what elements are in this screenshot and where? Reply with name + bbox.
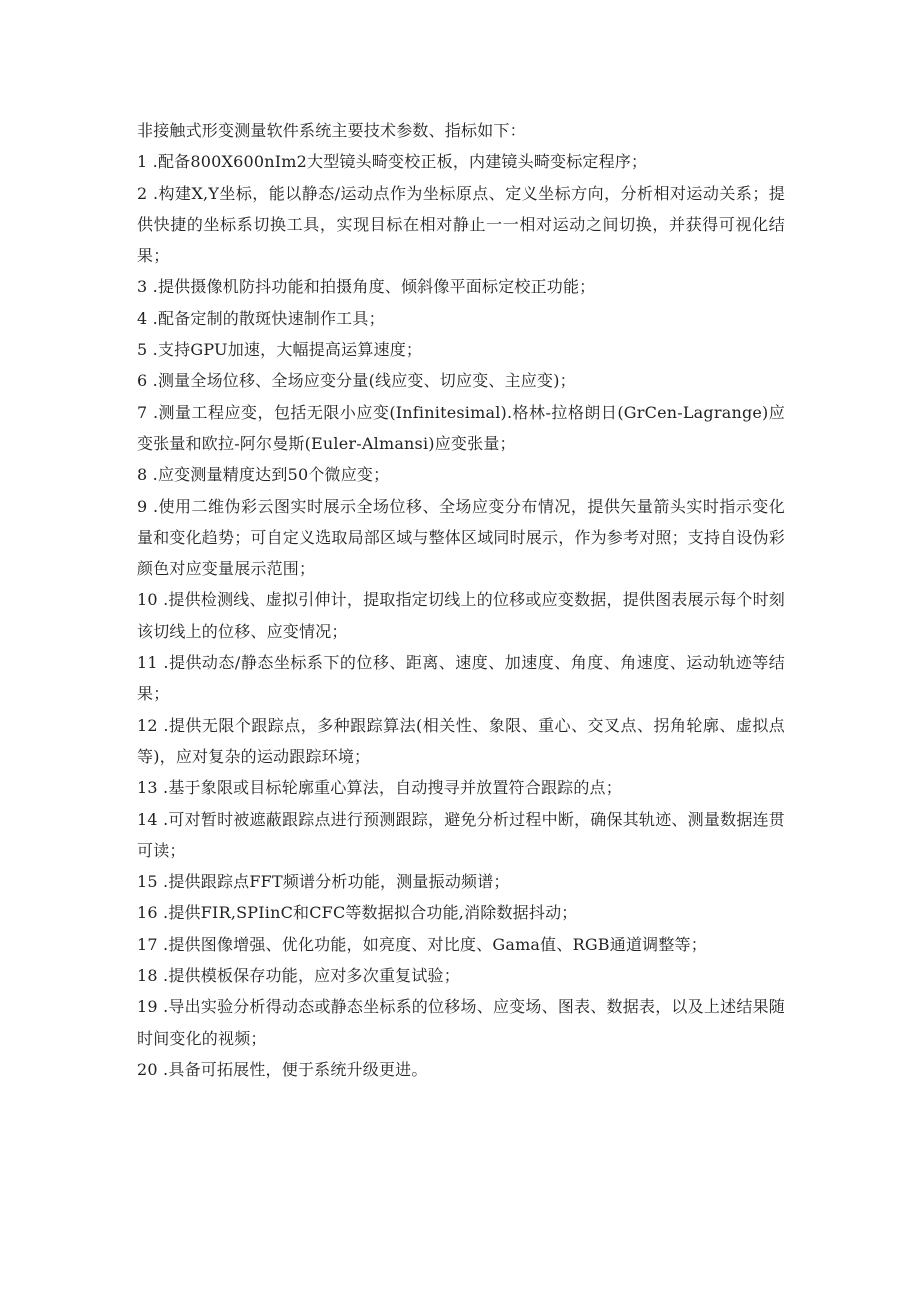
spec-item-number: 6	[137, 371, 148, 391]
spec-item	[137, 929, 785, 960]
spec-item	[137, 960, 785, 991]
spec-item-text: 提供图像增强、优化功能，如亮度、对比度、Gama值、RGB通道调整等；	[168, 934, 707, 954]
document-body	[137, 115, 785, 1085]
spec-item	[137, 991, 785, 1054]
spec-item-separator: .	[147, 308, 158, 328]
spec-item-number: 5	[137, 340, 148, 360]
spec-item-separator: .	[147, 152, 158, 172]
intro-paragraph: 非接触式形变测量软件系统主要技术参数、指标如下：	[137, 121, 526, 140]
spec-item-number: 11	[137, 653, 158, 673]
spec-item-text: 提供检测线、虚拟引伸计，提取指定切线上的位移或应变数据，提供图表展示每个时刻该切线上的位移、应变情况；	[137, 590, 785, 641]
spec-item	[137, 772, 785, 803]
spec-item	[137, 491, 785, 585]
spec-item-text: 提供摄像机防抖功能和拍摄角度、倾斜像平面标定校正功能；	[157, 277, 596, 297]
spec-item	[137, 804, 785, 867]
spec-item-number: 20	[137, 1059, 158, 1079]
spec-item-separator: .	[157, 966, 169, 986]
spec-item-text: 提供动态/静态坐标系下的位移、距离、速度、加速度、角度、角速度、运动轨迹等结果；	[137, 653, 785, 704]
spec-item	[137, 459, 785, 490]
spec-item-separator: .	[157, 653, 169, 673]
spec-item	[137, 146, 785, 177]
spec-item-number: 19	[137, 997, 158, 1017]
spec-item-number: 12	[137, 715, 158, 735]
spec-item-separator: .	[157, 809, 169, 829]
spec-item-text: 提供跟踪点FFT频谱分析功能，测量振动频谱；	[168, 872, 510, 892]
spec-item	[137, 584, 785, 647]
spec-item	[137, 365, 785, 396]
spec-item-text: 构建X,Y坐标，能以静态/运动点作为坐标原点、定义坐标方向，分析相对运动关系；提供快捷的坐标系切换工具，实现目标在相对静止一一相对运动之间切换，并获得可视化结果；	[137, 183, 785, 266]
spec-item-separator: .	[147, 183, 159, 203]
spec-item-separator: .	[157, 997, 169, 1017]
spec-item-separator: .	[147, 340, 158, 360]
spec-item-separator: .	[147, 277, 158, 297]
spec-item-text: 基于象限或目标轮廓重心算法，自动搜寻并放置符合跟踪的点；	[168, 778, 622, 798]
spec-item-number: 16	[137, 903, 158, 923]
spec-item-text: 配备定制的散斑快速制作工具；	[157, 308, 385, 328]
spec-item-separator: .	[157, 872, 169, 892]
spec-item-number: 1	[137, 152, 148, 172]
spec-item-text: 导出实验分析得动态或静态坐标系的位移场、应变场、图表、数据表，以及上述结果随时间变化的视频；	[137, 997, 785, 1048]
spec-item-number: 3	[137, 277, 148, 297]
spec-item-text: 应变测量精度达到50个微应变；	[157, 465, 390, 485]
spec-item-separator: .	[157, 903, 169, 923]
spec-item	[137, 1054, 785, 1085]
spec-item	[137, 897, 785, 928]
spec-item-number: 18	[137, 966, 158, 986]
spec-item-separator: .	[157, 1059, 169, 1079]
spec-item	[137, 710, 785, 773]
spec-item-text: 可对暂时被遮蔽跟踪点进行预测跟踪，避免分析过程中断，确保其轨迹、测量数据连贯可读；	[137, 809, 785, 860]
spec-item-text: 提供无限个跟踪点，多种跟踪算法(相关性、象限、重心、交叉点、拐角轮廓、虚拟点等)，应对复杂的运动跟踪环境；	[137, 715, 786, 766]
spec-item-text: 提供FIR,SPIinC和CFC等数据拟合功能,消除数据抖动；	[168, 903, 578, 923]
spec-item-text: 配备800X600nIm2大型镜头畸变校正板，内建镜头畸变标定程序；	[157, 152, 648, 172]
spec-item-number: 7	[137, 402, 148, 422]
spec-item-separator: .	[147, 402, 159, 422]
spec-item	[137, 397, 785, 460]
spec-item-text: 具备可拓展性，便于系统升级更进。	[168, 1059, 428, 1079]
spec-item-number: 14	[137, 809, 158, 829]
spec-item-number: 10	[137, 590, 158, 610]
spec-item	[137, 334, 785, 365]
spec-item-separator: .	[147, 465, 158, 485]
spec-item	[137, 866, 785, 897]
spec-item-text: 使用二维伪彩云图实时展示全场位移、全场应变分布情况，提供矢量箭头实时指示变化量和变化趋势；可自定义选取局部区域与整体区域同时展示，作为参考对照；支持自设伪彩颜色对应变量展示范围；	[137, 496, 786, 579]
spec-item	[137, 271, 785, 302]
spec-item-separator: .	[157, 934, 169, 954]
spec-item-text: 支持GPU加速，大幅提高运算速度；	[157, 340, 423, 360]
spec-item-number: 17	[137, 934, 158, 954]
spec-item-separator: .	[157, 715, 169, 735]
spec-item-text: 测量全场位移、全场应变分量(线应变、切应变、主应变)；	[157, 371, 576, 391]
spec-item-text: 提供模板保存功能，应对多次重复试验；	[168, 966, 460, 986]
spec-item-number: 13	[137, 778, 158, 798]
spec-item	[137, 303, 785, 334]
spec-item	[137, 647, 785, 710]
spec-item-number: 15	[137, 872, 158, 892]
spec-item-separator: .	[147, 496, 159, 516]
spec-item	[137, 178, 785, 272]
spec-item-text: 测量工程应变，包括无限小应变(Infinitesimal).格林-拉格朗日(GrCen-Lagrange)应变张量和欧拉-阿尔曼斯(Euler-Almansi)应变张量；	[137, 402, 785, 453]
spec-item-separator: .	[157, 590, 169, 610]
spec-item-separator: .	[147, 371, 158, 391]
spec-item-number: 2	[137, 183, 148, 203]
spec-item-number: 9	[137, 496, 148, 516]
spec-item-number: 4	[137, 308, 148, 328]
spec-item-number: 8	[137, 465, 148, 485]
spec-list	[137, 146, 785, 1085]
spec-item-separator: .	[157, 778, 169, 798]
